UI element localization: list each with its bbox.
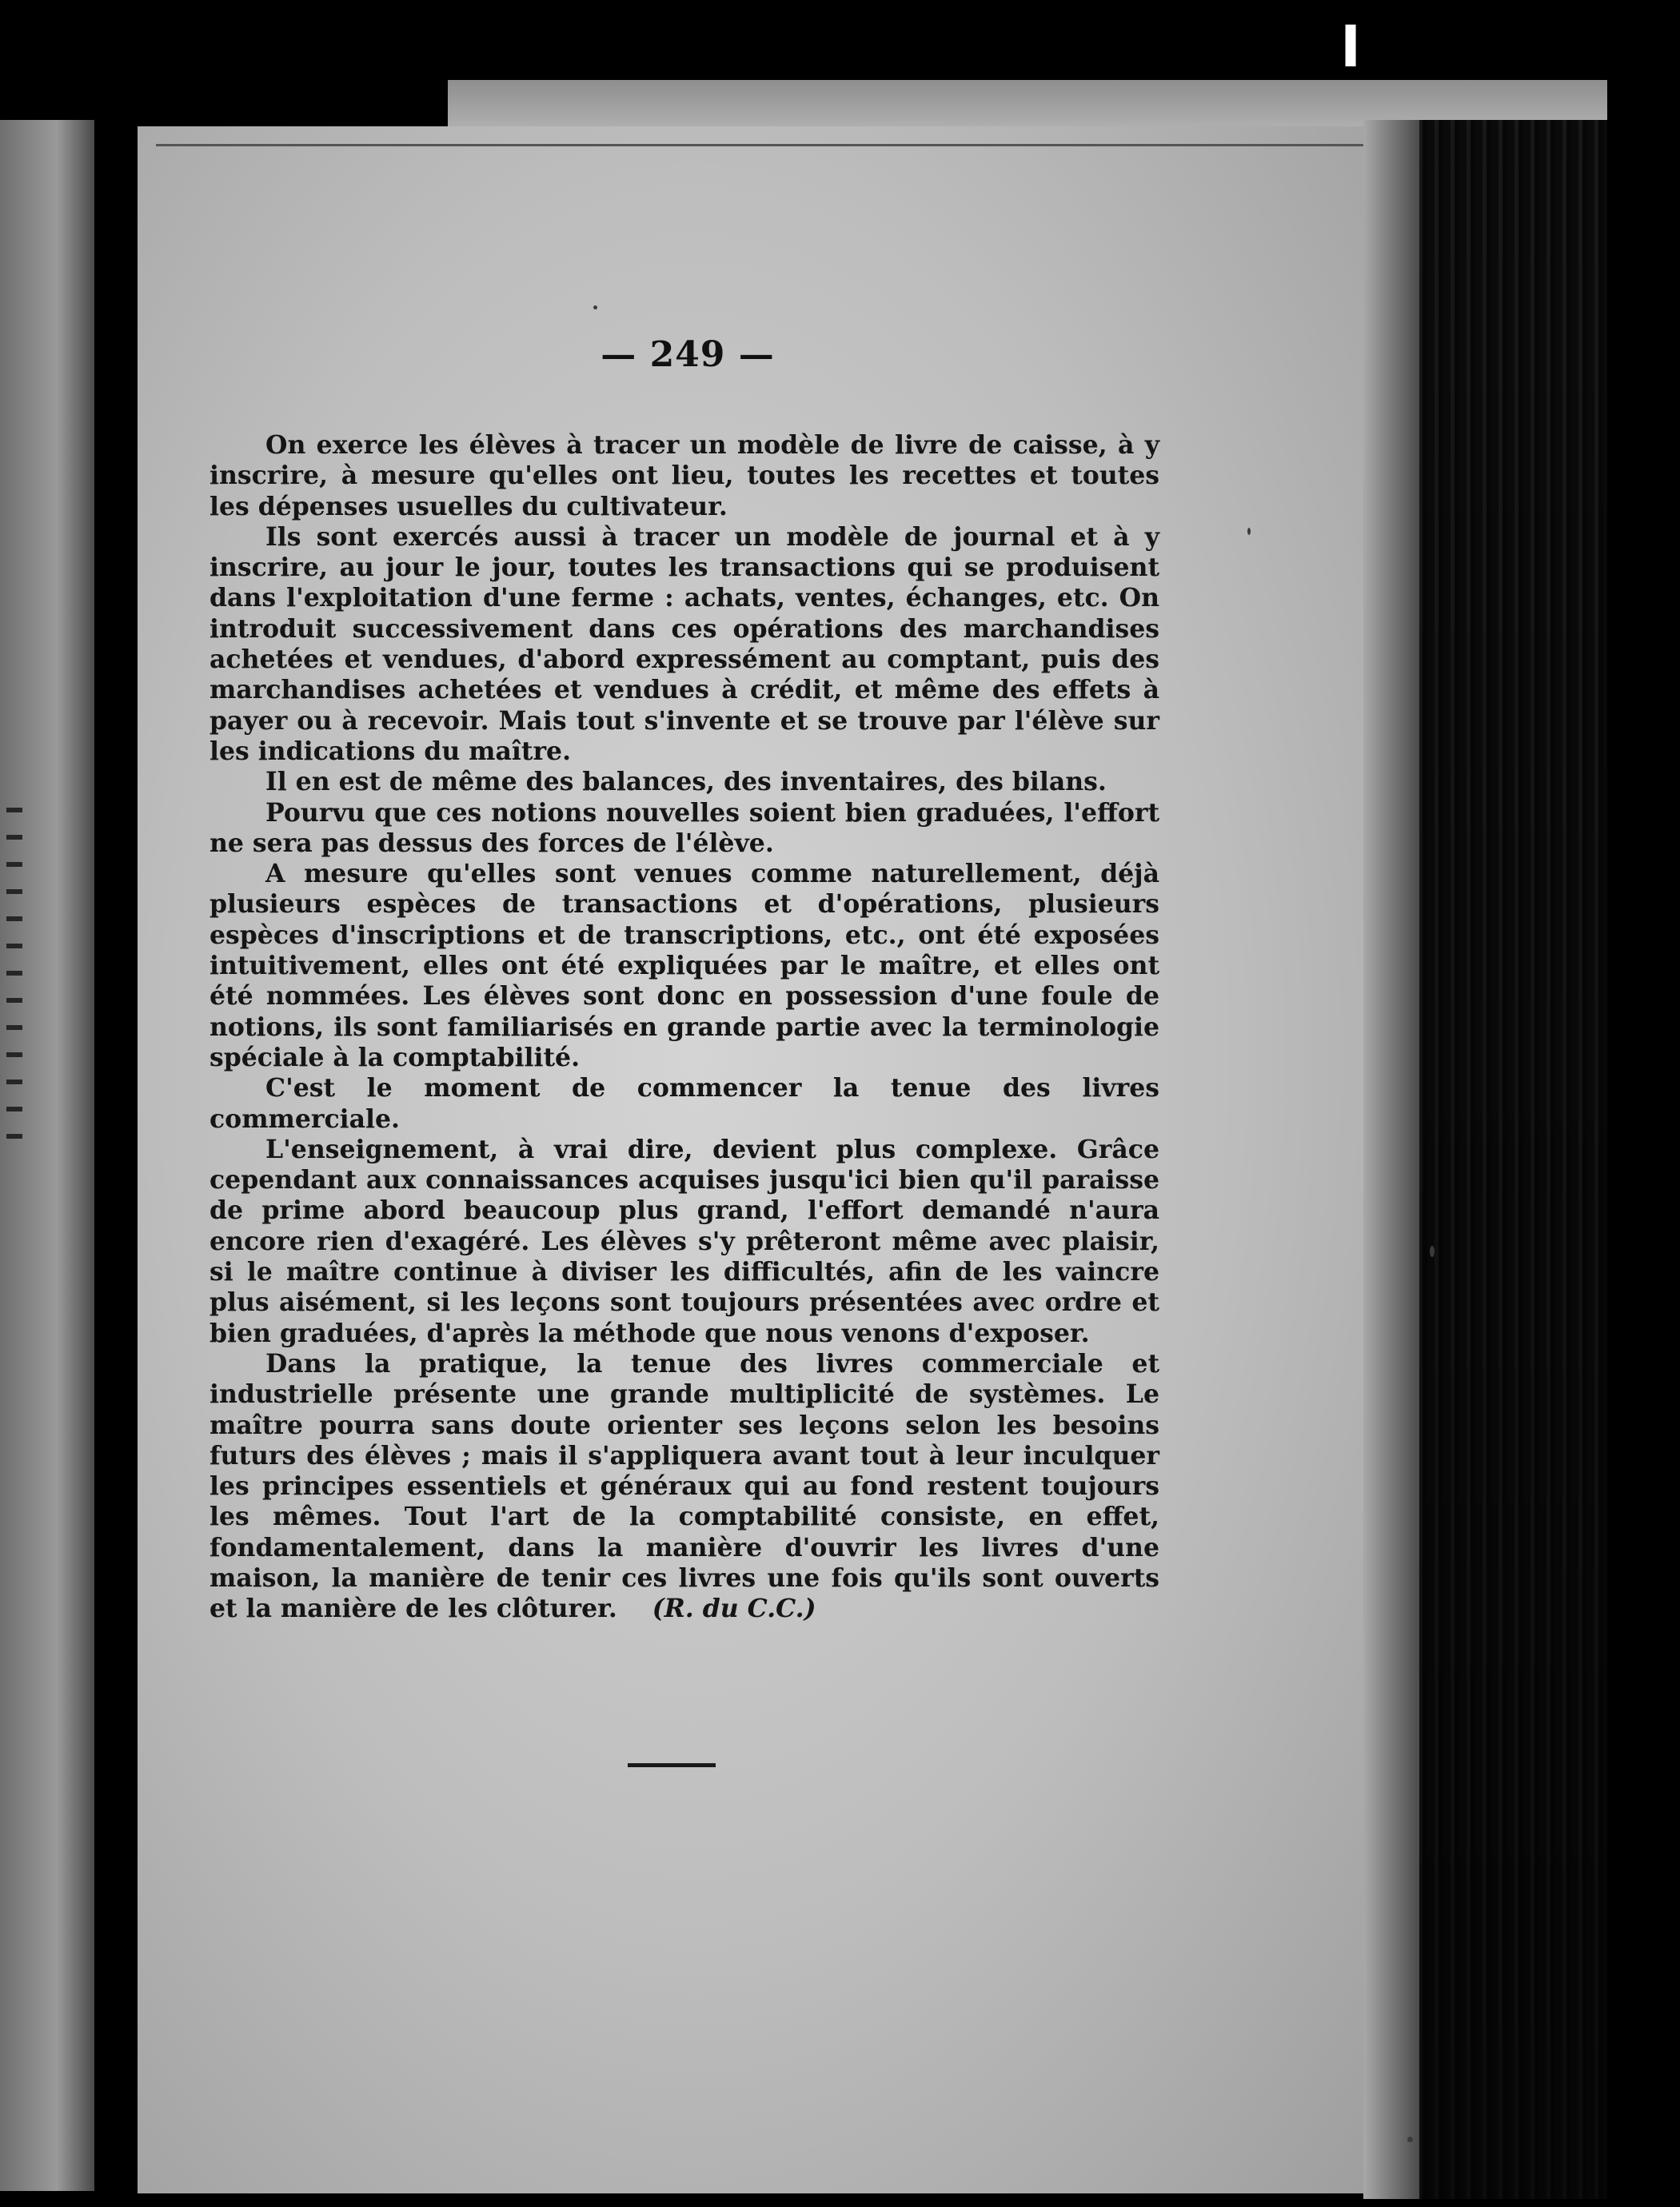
end-rule <box>628 1763 716 1767</box>
previous-page-text-fragments <box>6 808 22 1143</box>
scan-speck <box>1407 2137 1413 2142</box>
scan-speck <box>1430 1246 1435 1257</box>
paragraph-8-text: Dans la pratique, la tenue des livres commerciale et industrielle présente une grande multiplicité de systèmes. Le maître pourra sans doute orienter ses leçons selon les besoins futurs des élèves ; mais il s'appliquera avant tout à leur inculquer les principes essentiels et généraux qui au fond restent toujours les mêmes. Tout l'art de la comptabilité consiste, en effet, fondamentalement, dans la manière d'ouvrir les livres d'une maison, la manière de tenir ces livres une fois qu'ils sont ouverts et la manière de les clôturer. <box>210 1348 1159 1624</box>
paragraph-1: On exerce les élèves à tracer un modèle de livre de caisse, à y inscrire, à mesure qu'elles ont lieu, toutes les recettes et toutes les dépenses usuelles du cultivateur. <box>210 430 1159 521</box>
body-text <box>210 430 1159 1625</box>
scan-speck <box>1247 528 1251 535</box>
paragraph-8 <box>210 1349 1159 1625</box>
paragraph-7: L'enseignement, à vrai dire, devient plus complexe. Grâce cependant aux connaissances acquises jusqu'ici bien qu'il paraisse de prime abord beaucoup plus grand, l'effort demandé n'aura encore rien d'exagéré. Les élèves s'y prêteront même avec plaisir, si le maître continue à diviser les difficultés, afin de les vaincre plus aisément, si les leçons sont toujours présentées avec ordre et bien graduées, d'après la méthode que nous venons d'exposer. <box>210 1134 1159 1348</box>
fore-edge-shadow <box>1363 120 1419 2199</box>
scan-corner-mark: ▍ <box>1346 26 1373 66</box>
paragraph-2: Ils sont exercés aussi à tracer un modèle de journal et à y inscrire, au jour le jour, toutes les transactions qui se produisent dans l'exploitation d'une ferme : achats, ventes, échanges, etc. On introduit successivement dans ces opérations des marchandises achetées et vendues, d'abord expressément au comptant, puis des marchandises achetées et vendues à crédit, et même des effets à payer ou à recevoir. Mais tout s'invente et se trouve par l'élève sur les indications du maître. <box>210 521 1159 766</box>
previous-page-edge <box>0 120 94 2191</box>
paragraph-3: Il en est de même des balances, des inventaires, des bilans. <box>265 767 1107 797</box>
scan-speck <box>593 305 597 309</box>
paragraph-6: C'est le moment de commencer la tenue des livres commerciale. <box>210 1073 1159 1134</box>
page-number: — 249 — <box>601 334 775 375</box>
paragraph-5: A mesure qu'elles sont venues comme naturellement, déjà plusieurs espèces de transactions et d'opérations, plusieurs espèces d'inscriptions et de transcriptions, etc., ont été exposées intuitivement, elles ont été expliquées par le maître, et elles ont été nommées. Les élèves sont donc en possession d'une foule de notions, ils sont familiarisés en grande partie avec la terminologie spéciale à la comptabilité. <box>210 859 1159 1072</box>
paragraph-4: Pourvu que ces notions nouvelles soient bien graduées, l'effort ne sera pas dessus des forces de l'élève. <box>210 797 1159 858</box>
source-signature: (R. du C.C.) <box>652 1594 816 1624</box>
